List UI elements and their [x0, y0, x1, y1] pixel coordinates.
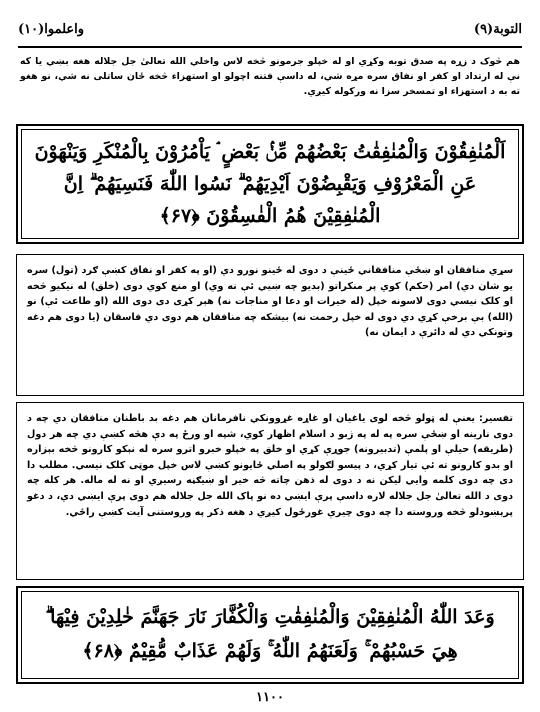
- translation-text: سړي منافقان او ښځې منافقاني ځینې د دوی له ځینو نورو دي (او په کفر او نفاق کښې ګرد (تول) سره یو شان دي) امر (حکم) کوي پر منکراتو (بدیو چه ښيي ئې نه وي) او منع کوي دوی (خلق) له نیکیو څخه او کلک نیسي دوی لاسونه خپل (له خیرات او دعا او مناجات نه) هېر کړی دی دوی الله (او طاعت ئې) نو (الله) بې برخې کړي دي دوی له خپل رحمت نه) بیشکه چه منافقان هم دوی دي فاسقان (یا دوی هم دغه وتونکي دي له دائرې د ایمان نه): [27, 265, 513, 338]
- intro-paragraph: هم څوک د زړه په صدق توبه وکړي او له خپلو جرمونو څخه لاس واخلي الله تعالیٰ جل جلاله هغه بښي یا که نې له ارتداد او کفر او نفاق سره مړه شي، له داسې فتنه اچولو او استهزاء څخه ځان ساتلی نه شي، نو هغو ته به د استهزاء او تمسخر سزا نه ورکوله کیږي.: [20, 56, 520, 97]
- verse-68-text: وَعَدَ اللّٰهُ الْمُنٰفِقِيْنَ وَالْمُنٰفِقٰتِ وَالْكُفَّارَ نَارَ جَهَنَّمَ خٰلِدِيْنَ فِيْهَا ۗ هِيَ حَسْبُهُمْ ۚ وَلَعَنَهُمُ اللّٰهُ ۚ وَلَهُمْ عَذَابٌ مُّقِيْمٌ ﴿۶۸﴾: [45, 606, 495, 662]
- tafsir-text: یعنې له ټولو څخه لوی یاغیان او غاړه غړوونکي نافرمانان هم دغه بد باطنان منافقان دي چه د دوی نارینه او ښځې سره په له په ژبو د اسلام اظهار کوي، شپه او ورځ په دې هڅه کښې دي چه هر دول (طریقه) حیلې او پلمې (تدبیرونه) جوړې کړي او خلق په خپلو خبرو اترو سره له نېکو کارونو څخه بېزاره او بدو کارونو ته ئې تیار کړي، د پیسو لګولو په اصلي ځایونو کښې لاس خپل موټی کلک نیسي. مطلب دا دی چه دوی کلمه وایي لیکن نه د دوی له ذهن چاته څه خیر او ښیګڼه رسیږي او نه له ماله. هر کله چه دوی د الله تعالیٰ جل جلاله لاره داسې پرې ایښي ده نو پاک الله جل جلاله هم دوی پرې ایښي دي، د دغو پرېښودلو څخه وروسته دا چه دوی چیرې غورځول کیږي د هغه ذکر په وروستنی آیت کښې راځي.: [27, 413, 513, 518]
- running-header: [18, 22, 522, 44]
- header-left-title: واعلموا(۱۰): [18, 22, 85, 37]
- tafsir-label: تفسیر:: [479, 413, 513, 424]
- page-number: ۱۱۰۰: [256, 690, 284, 705]
- verse-67-text: اَلْمُنٰفِقُوْنَ وَالْمُنٰفِقٰتُ بَعْضُهُمْ مِّنْۢ بَعْضٍ ۘ يَاْمُرُوْنَ بِالْمُنْكَرِ وَيَنْهَوْنَ عَنِ الْمَعْرُوْفِ وَيَقْبِضُوْنَ اَيْدِيَهُمْ ۗ نَسُوا اللّٰهَ فَنَسِيَهُمْ ۗ اِنَّ الْمُنٰفِقِيْنَ هُمُ الْفٰسِقُوْنَ ﴿۶۷﴾: [34, 141, 506, 227]
- verse-67-box: [16, 124, 524, 244]
- header-divider: [18, 46, 522, 48]
- header-right-title: التوبة(۹): [473, 22, 522, 37]
- verse-68-box: [16, 586, 524, 684]
- tafsir-box: [16, 402, 524, 580]
- translation-box: [16, 254, 524, 396]
